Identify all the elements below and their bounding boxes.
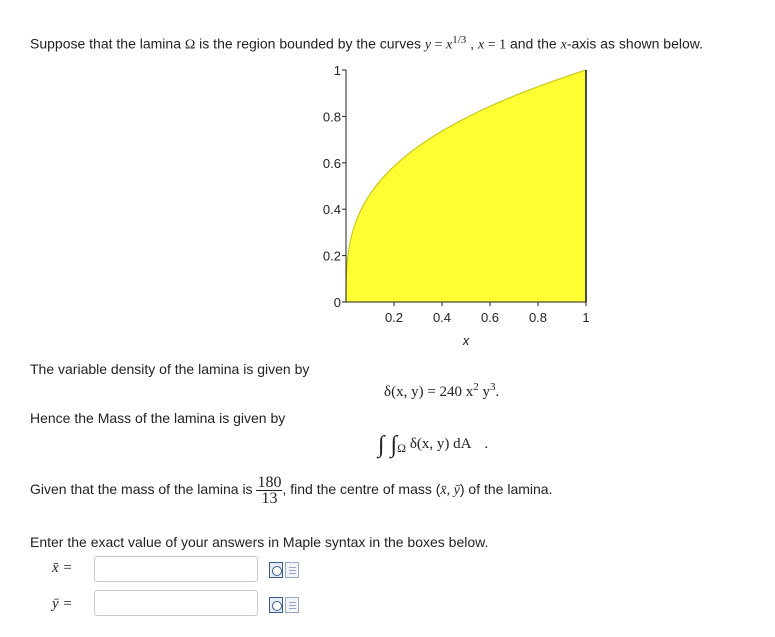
ybar-preview-icon[interactable] xyxy=(269,597,283,613)
xbar-preview-icon[interactable] xyxy=(269,562,283,578)
xbar-input[interactable] xyxy=(94,556,258,582)
y-tick-label: 0.4 xyxy=(322,202,341,218)
xbar-symbol: x̄ xyxy=(440,483,447,498)
mass-denominator: 13 xyxy=(261,489,278,507)
given-prefix: Given that the mass of the lamina is xyxy=(30,481,257,497)
integral-region: Ω xyxy=(397,441,407,455)
x-tick-label: 0.4 xyxy=(432,310,452,325)
intro-text xyxy=(30,34,703,54)
region-plot xyxy=(300,58,600,358)
intro-suffix: -axis as shown below. xyxy=(566,35,703,52)
ybar-syntax-help-icon[interactable] xyxy=(285,597,299,613)
density-formula-mid: y xyxy=(478,384,491,400)
intro-prefix: Suppose that the lamina xyxy=(30,35,185,52)
instructions: Enter the exact value of your answers in Maple syntax in the boxes below. xyxy=(30,534,489,550)
mass-integral xyxy=(378,432,488,459)
x-axis-label: x xyxy=(462,333,470,348)
density-label: The variable density of the lamina is given by xyxy=(30,361,310,377)
double-integral-sign: ∫ ∫ xyxy=(378,432,398,458)
y-tick-label: 0.8 xyxy=(322,109,341,125)
curve-y: y xyxy=(424,37,432,53)
intro-separator: , xyxy=(466,35,478,52)
line-x: x xyxy=(477,37,485,53)
given-middle: , find the centre of mass ( xyxy=(282,481,441,497)
line-eq: = 1 xyxy=(484,37,507,53)
mass-label: Hence the Mass of the lamina is given by xyxy=(30,410,286,426)
y-tick-label: 0 xyxy=(333,295,341,310)
intro-and: and the xyxy=(506,35,561,52)
x-ticks xyxy=(385,302,590,325)
integral-end: . xyxy=(484,436,489,452)
density-exp-x: 2 xyxy=(473,381,479,393)
xbar-label: x̄ = xyxy=(52,560,73,576)
axis-var: x xyxy=(560,37,567,53)
given-comma: , xyxy=(446,483,454,498)
given-mass-text xyxy=(30,474,552,506)
curve-exponent: 1/3 xyxy=(452,34,467,46)
intro-middle: is the region bounded by the curves xyxy=(195,35,425,52)
x-tick-label: 0.8 xyxy=(528,310,548,325)
density-formula xyxy=(384,381,499,401)
y-tick-label: 0.6 xyxy=(322,155,341,171)
ybar-input[interactable] xyxy=(94,590,258,616)
given-suffix: ) of the lamina. xyxy=(459,481,553,497)
omega-symbol: Ω xyxy=(184,37,196,53)
curve-eq: = xyxy=(431,37,447,53)
x-tick-label: 1 xyxy=(582,310,590,325)
y-ticks xyxy=(323,63,346,310)
y-tick-label: 1 xyxy=(333,63,341,78)
curve-x: x xyxy=(446,37,453,53)
ybar-symbol: ȳ xyxy=(453,483,460,498)
density-formula-lhs: δ(x, y) = 240 x xyxy=(384,384,474,400)
ybar-label: ȳ = xyxy=(52,596,73,612)
x-tick-label: 0.6 xyxy=(480,310,500,325)
x-tick-label: 0.2 xyxy=(384,310,404,325)
density-formula-end: . xyxy=(495,384,500,400)
mass-numerator: 180 xyxy=(257,473,282,491)
density-exp-y: 3 xyxy=(490,381,496,393)
xbar-syntax-help-icon[interactable] xyxy=(285,562,299,578)
mass-fraction xyxy=(256,475,282,506)
region-fill xyxy=(346,70,586,302)
integrand: δ(x, y) dA xyxy=(406,436,471,452)
y-tick-label: 0.2 xyxy=(322,248,341,264)
